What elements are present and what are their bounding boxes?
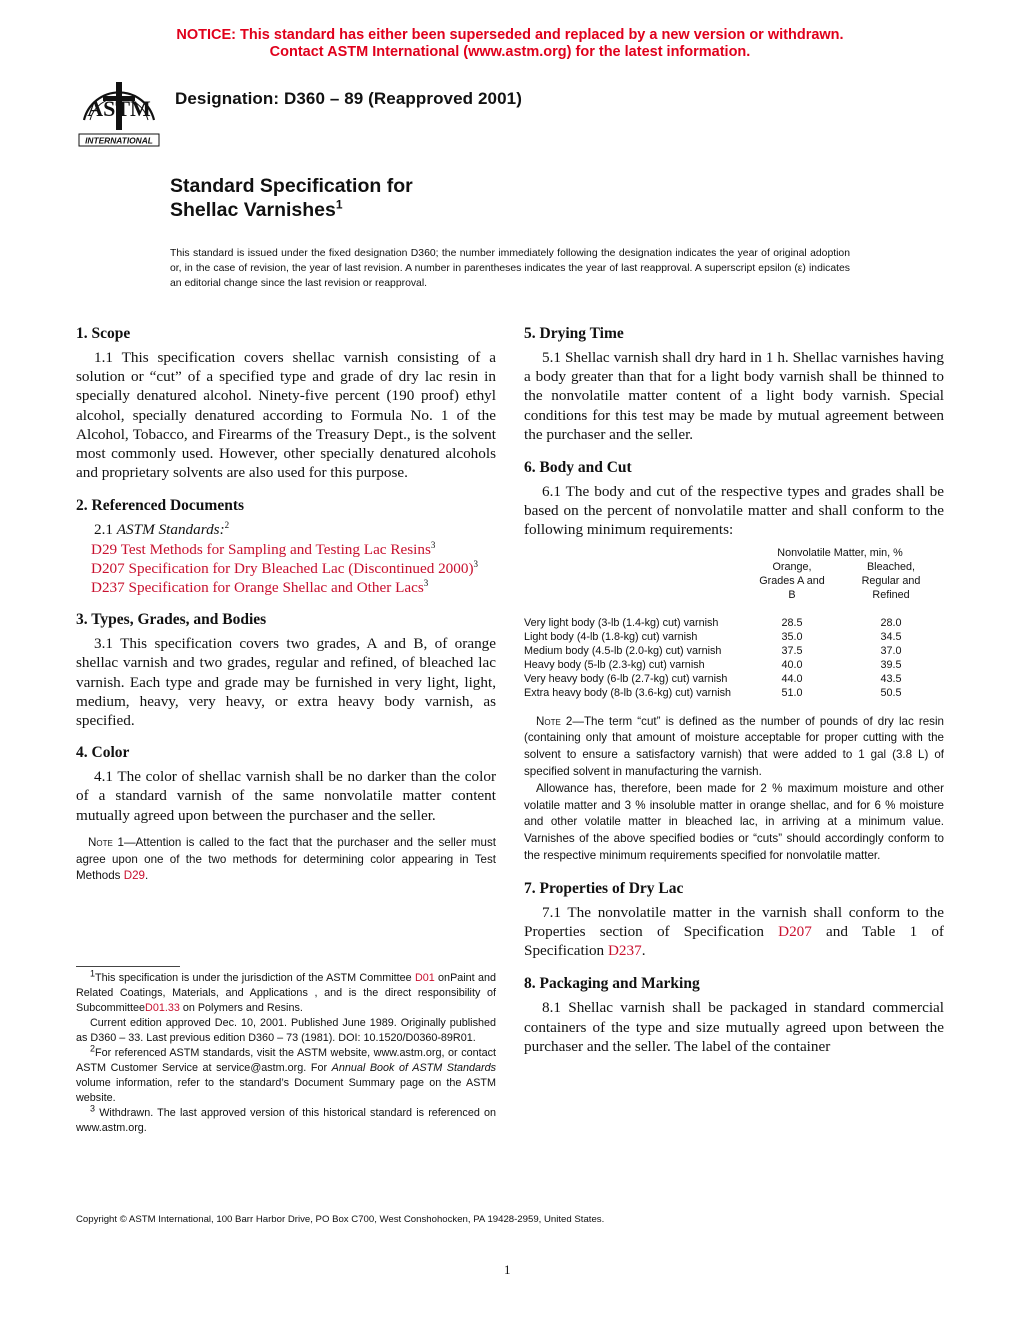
title-line-1: Standard Specification for xyxy=(170,175,413,197)
logo-letters: ASTM xyxy=(87,96,151,121)
table-row: Light body (4-lb (1.8-kg) cut) varnish 35.0 34.5 xyxy=(524,630,902,643)
note-1: Note 1—Attention is called to the fact that the purchaser and the seller must agree upon one of the two methods for determining color appearing in Test Methods D29. xyxy=(76,835,496,883)
notice-line-1: NOTICE: This standard has either been superseded and replaced by a new version or withdrawn. xyxy=(176,27,844,43)
left-column xyxy=(76,324,496,885)
section-7-heading: 7. Properties of Dry Lac xyxy=(524,879,684,897)
footnote-3: $^3$ Withdrawn. The last approved version of this historical standard is referenced on www.astm.org. xyxy=(76,1103,497,1134)
title-line-2: Shellac Varnishes xyxy=(170,199,336,221)
astm-logo xyxy=(76,76,162,150)
table-row: Very heavy body (6-lb (2.7-kg) cut) varnish 44.0 43.5 xyxy=(524,672,902,685)
link-d237[interactable]: D237 xyxy=(607,942,642,960)
page-number: 1 xyxy=(504,1262,511,1277)
section-5-heading: 5. Drying Time xyxy=(524,325,624,342)
body-cut-table xyxy=(524,546,944,700)
section-3-1: 3.1 This specification covers two grades, A and B, of orange shellac varnish and two grades, regular and refined, of bleached lac varnish. Each type and grade may be furnished in very light, light, medium, heavy, very heavy, or extra heavy body varnish, as specified. xyxy=(76,635,496,730)
ref-d207[interactable]: D207 Specification for Dry Bleached Lac (Discontinued 2000)$^3$ xyxy=(91,558,479,577)
section-2-heading: 2. Referenced Documents xyxy=(76,497,245,515)
designation: Designation: D360 – 89 (Reapproved 2001) xyxy=(175,89,522,108)
link-d207[interactable]: D207 xyxy=(778,923,812,940)
ref-d29[interactable]: D29 Test Methods for Sampling and Testing Lac Resins$^3$ xyxy=(91,539,436,558)
section-1-1: 1.1 This specification covers shellac varnish consisting of a solution or “cut” of a specified type and grade of dry lac resin in specially denatured alcohol. Ninety-five percent (190 proof) ethyl alcohol, specially denatured according to Formula No. 1 of the Alcohol, Tobacco, and Firearms of the Treasury Dept., is the solvent most commonly used. However, other specially denatured alcohols and proprietary solvents are also used for this purpose. xyxy=(76,349,496,482)
logo-subtitle: INTERNATIONAL xyxy=(85,135,153,146)
section-7-1: 7.1 The nonvolatile matter in the varnish shall conform to the Properties section of Specification D207 and Table 1 of Specification D237. xyxy=(524,903,944,960)
table-row: Extra heavy body (8-lb (3.6-kg) cut) varnish 51.0 50.5 xyxy=(524,686,902,699)
notice-line-2: Contact ASTM International (www.astm.org) for the latest information. xyxy=(269,44,751,60)
section-8-1: 8.1 Shellac varnish shall be packaged in standard commercial containers of the type and size mutually agreed upon between the purchaser and the seller. The label of the container xyxy=(524,999,944,1055)
section-6-1: 6.1 The body and cut of the respective types and grades shall be based on the percent of nonvolatile matter and shall conform to the following minimum requirements: xyxy=(524,483,944,539)
table-row: Heavy body (5-lb (2.3-kg) cut) varnish 40.0 39.5 xyxy=(524,658,902,671)
table-group-header: Nonvolatile Matter, min, % xyxy=(777,546,903,559)
section-5-1: 5.1 Shellac varnish shall dry hard in 1 h. Shellac varnishes having a body greater than that for a light body varnish shall be thinned to the nonvolatile matter content of a light body varnish. Special conditions for this test may be made by mutual agreement between the purchaser and the seller. xyxy=(524,349,944,443)
note-1-link-d29[interactable]: D29 xyxy=(123,869,145,883)
section-3-heading: 3. Types, Grades, and Bodies xyxy=(76,611,267,629)
footnote-rule xyxy=(76,966,180,967)
footnotes xyxy=(76,968,497,1136)
issued-note: This standard is issued under the fixed designation D360; the number immediately following the designation indicates the year of original adoption or, in the case of revision, the year of last revision. A number in parentheses indicates the year of last reapproval. A superscript epsilon (ε) indicates an editorial change since the last revision or reapproval. xyxy=(170,248,850,289)
section-6-heading: 6. Body and Cut xyxy=(524,459,632,477)
title-footnote-ref: 1 xyxy=(335,197,343,212)
section-4-heading: 4. Color xyxy=(76,744,130,762)
footnote-2: $^2$For referenced ASTM standards, visit the ASTM website, www.astm.org, or contact ASTM Customer Service at service@astm.org. For Annual Book of ASTM Standards volume information, refer to the standard’s Document Summary page on the ASTM website. xyxy=(76,1043,497,1104)
section-8-heading: 8. Packaging and Marking xyxy=(524,975,700,993)
note-2-allowance: Allowance has, therefore, been made for 2 % maximum moisture and other volatile matter and 3 % insoluble matter in orange shellac, and for 6 % moisture and other volatile matter in bleached lac, in arriving at a minimum value. Varnishes of the above specified bodies or “cuts” should accordingly conform to the respective minimum requirements specified for nonvolatile matter. xyxy=(524,781,944,862)
section-4-1: 4.1 The color of shellac varnish shall be no darker than the color of a standard varnish of the same nonvolatile matter content mutually agreed upon between the purchaser and the seller. xyxy=(76,768,496,824)
table-col-orange: Orange, Grades A and B xyxy=(759,560,825,601)
section-1-heading: 1. Scope xyxy=(76,325,131,342)
document-title xyxy=(170,174,413,222)
table-col-bleached: Bleached, Regular and Refined xyxy=(861,560,921,601)
footnote-1: $^1$This specification is under the jurisdiction of the ASTM Committee D01 onPaint and Related Coatings, Materials, and Applications , and is the direct responsibility of SubcommitteeD01.33 on Polymers and Resins. xyxy=(76,968,496,1014)
ref-d237[interactable]: D237 Specification for Orange Shellac and Other Lacs$^3$ xyxy=(91,577,429,597)
right-column xyxy=(524,324,944,1056)
note-2: Note 2—The term “cut” is defined as the number of pounds of dry lac resin (containing only that amount of moisture acceptable for proper cutting with the solvent to ensure a satisfactory varnish) that were added to 1 gal (3.8 L) of specified solvent in manufacturing the varnish. xyxy=(524,714,944,779)
section-2-1: 2.1 ASTM Standards:$^2$ xyxy=(94,520,230,539)
table-row: Very light body (3-lb (1.4-kg) cut) varnish 28.5 28.0 xyxy=(524,616,902,629)
copyright: Copyright © ASTM International, 100 Barr Harbor Drive, PO Box C700, West Conshohocken, PA 19428-2959, United States. xyxy=(76,1214,605,1225)
footnote-1-edition: Current edition approved Dec. 10, 2001. Published June 1989. Originally published as D360 – 33. Last previous edition D360 – 73 (1981). DOI: 10.1520/D0360-89R01. xyxy=(76,1017,496,1044)
table-row: Medium body (4.5-lb (2.0-kg) cut) varnish 37.5 37.0 xyxy=(524,644,902,657)
